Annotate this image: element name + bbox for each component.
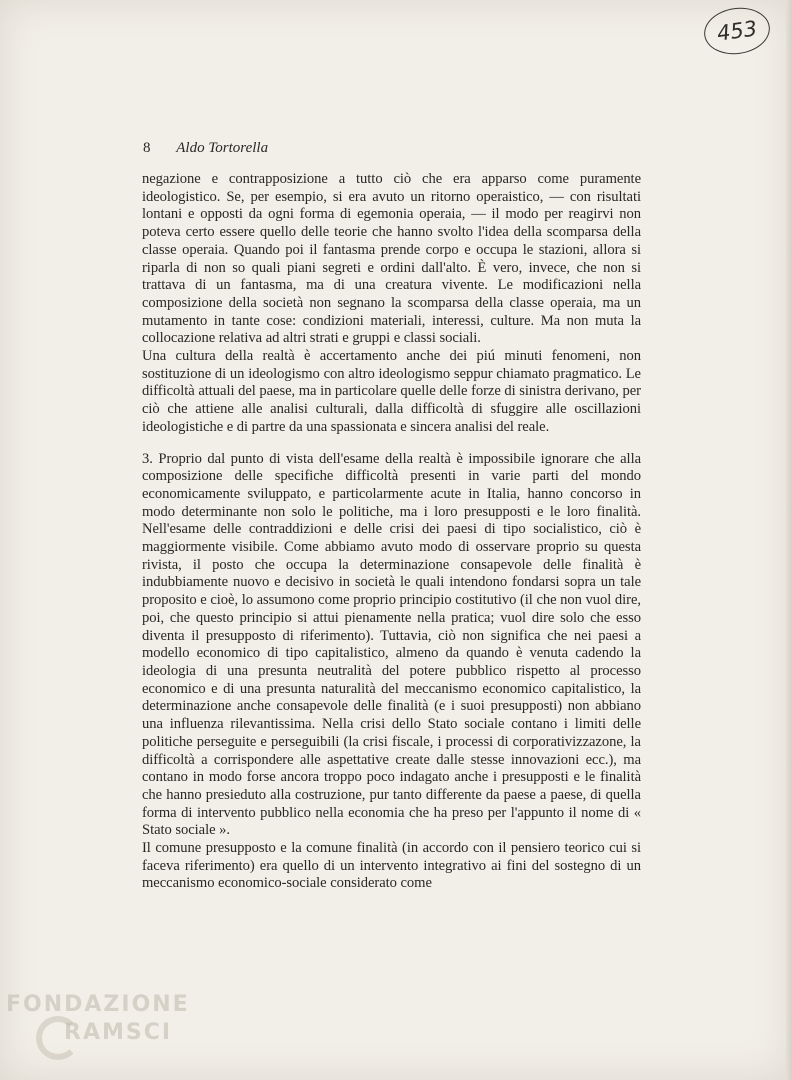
archive-stamp: 453 bbox=[701, 4, 773, 59]
watermark-line-2: RAMSCI bbox=[64, 1020, 173, 1045]
running-head-author: Aldo Tortorella bbox=[176, 140, 269, 156]
page-number: 8 bbox=[143, 140, 151, 156]
body-text bbox=[142, 171, 641, 893]
watermark-line-1: FONDAZIONE bbox=[6, 992, 190, 1017]
paragraph: Una cultura della realtà è accertamento anche dei piú minuti fenomeni, non sostituzione di un ideologismo con altro ideologismo seppur chiamato pragmatico. Le difficoltà attuali del paese, ma in particolare quelle delle forze di sinistra derivano, per ciò che attiene alle analisi culturali, dalla difficoltà di sfuggire alle oscillazioni ideologistiche e di partre da una spassionata e sincera analisi del reale. bbox=[142, 348, 641, 435]
paragraph: 3. Proprio dal punto di vista dell'esame della realtà è impossibile ignorare che alla composizione delle specifiche difficoltà presenti in varie parti del mondo economicamente sviluppato, e particolarmente acute in Italia, hanno concorso in modo determinante non solo le politiche, ma i loro presupposti e le loro finalità. Nell'esame delle contraddizioni e delle crisi dei paesi di tipo socialistico, ciò è maggiormente visibile. Come abbiamo avuto modo di osservare proprio su questa rivista, il posto che occupa la determinazione consapevole delle finalità è indubbiamente nuovo e decisivo in società le quali intendono fondarsi sopra un tale proposito e cioè, lo assumono come proprio principio costitutivo (il che non vuol dire, poi, che questo principio si attui pienamente nella pratica; vuol dire solo che esso diventa il presupposto di riferimento). Tuttavia, ciò non significa che nei paesi a modello economico di tipo capitalistico, almeno da quando è venuta cadendo la ideologia di una presunta neutralità del potere pubblico rispetto al processo economico e di una presunta naturalità del meccanismo economico capitalistico, la determinazione anche consapevole delle finalità (e i suoi presupposti) non abbiano una influenza rilevantissima. Nella crisi dello Stato sociale contano i limiti delle politiche perseguite e perseguibili (la crisi fiscale, i processi di corporativizzazone, la difficoltà a corrispondere alle aspettative create dalle stesse innovazioni ecc.), ma contano in modo forse ancora troppo poco indagato anche i presupposti e le finalità che hanno presieduto alla costruzione, pur tanto differente da paese a paese, di quella forma di intervento pubblico nella economia che ha preso per l'appunto il nome di « Stato sociale ». bbox=[142, 450, 641, 839]
paragraph: negazione e contrapposizione a tutto ciò che era apparso come puramente ideologistico. Se, per esempio, si era avuto un ritorno operaistico, — con risultati lontani e opposti da ogni forma di egemonia operaia, — il modo per reagirvi non poteva certo essere quello delle teorie che hanno svolto l'idea della scomparsa della classe operaia. Quando poi il fantasma prende corpo e occupa le stazioni, allora si riparla di non so quali piani segreti e ordini dall'alto. È vero, invece, che non si trattava di un fantasma, ma di una creatura vivente. Le modificazioni nella composizione della società non segnano la scomparsa della classe operaia, ma un mutamento in tante cose: condizioni materiali, interessi, culture. Ma non muta la collocazione relativa ad altri strati e gruppi e classi sociali. bbox=[142, 171, 641, 347]
running-header bbox=[143, 140, 268, 157]
paragraph: Il comune presupposto e la comune finalità (in accordo con il pensiero teorico cui si faceva riferimento) era quello di un intervento integrativo ai fini del sostegno di un meccanismo economico-sociale considerato come bbox=[142, 840, 641, 892]
page-edge bbox=[786, 0, 792, 1080]
fondazione-gramsci-watermark bbox=[6, 990, 206, 1070]
